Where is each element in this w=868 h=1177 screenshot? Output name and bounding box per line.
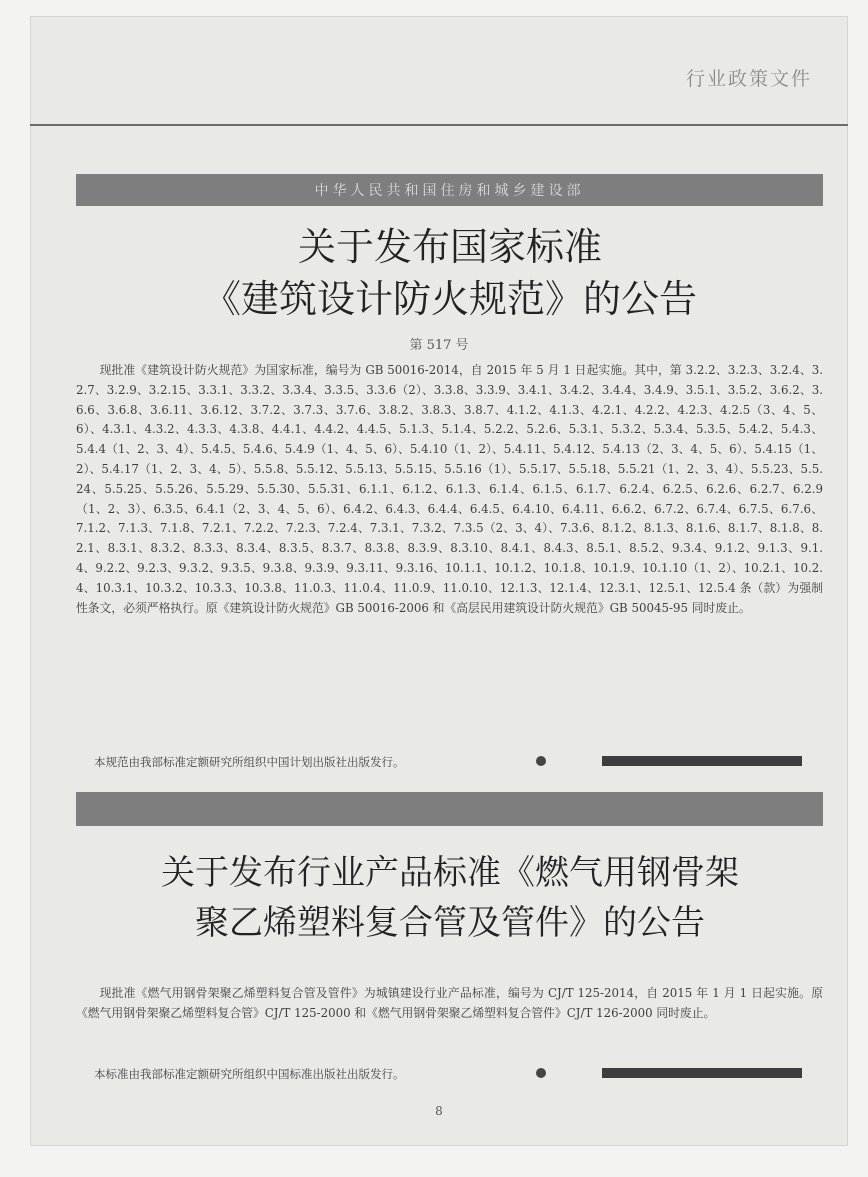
end-mark-icon: [536, 1068, 546, 1078]
section-header: 行业政策文件: [685, 68, 812, 90]
header-rule: [30, 124, 848, 126]
notice2-body: [76, 984, 823, 1044]
end-bar: [602, 1068, 802, 1078]
document-page: [30, 16, 848, 1146]
notice2-body-text: 现批准《燃气用钢骨架聚乙烯塑料复合管及管件》为城镇建设行业产品标准，编号为 CJ/T 125-2014，自 2015 年 1 月 1 日起实施。原《燃气用钢骨架聚乙烯塑料复合管》CJ/T 125-2000 和《燃气用钢骨架聚乙烯塑料复合管件》CJ/T 126-2000 同时废止。: [76, 986, 823, 1020]
notice1-closing: 本规范由我部标准定额研究所组织中国计划出版社出版发行。: [94, 755, 405, 769]
end-bar: [602, 756, 802, 766]
notice2-closing: 本标准由我部标准定额研究所组织中国标准出版社出版发行。: [94, 1067, 405, 1081]
issuer-band: 中华人民共和国住房和城乡建设部: [76, 174, 823, 206]
page-number: 8: [435, 1104, 443, 1118]
end-mark-icon: [536, 756, 546, 766]
notice1-title-line2: 《建筑设计防火规范》的公告: [202, 277, 697, 321]
notice2-title-line1: 关于发布行业产品标准《燃气用钢骨架: [161, 853, 739, 893]
notice1-body: [76, 361, 823, 751]
notice1-body-text: 现批准《建筑设计防火规范》为国家标准，编号为 GB 50016-2014，自 2015 年 5 月 1 日起实施。其中，第 3.2.2、3.2.3、3.2.4、3.2.7、3.2.9、3.2.15、3.3.1、3.3.2、3.3.4、3.3.5、3.3.6（2）、3.3.8、3.3.9、3.4.1、3.4.2、3.4.4、3.4.9、3.5.1、3.5.2、3.6.2、3.6.6、3.6.8、3.6.11、3.6.12、3.7.2、3.7.3、3.7.6、3.8.2、3.8.3、3.8.7、4.1.2、4.1.3、4.2.1、4.2.2、4.2.3、4.2.5（3、4、5、6）、4.3.1、4.3.2、4.3.3、4.3.8、4.4.1、4.4.2、4.4.5、5.1.3、5.1.4、5.2.2、5.2.6、5.3.1、5.3.2、5.3.4、5.3.5、5.4.2、5.4.3、5.4.4（1、2、3、4）、5.4.5、5.4.6、5.4.9（1、4、5、6）、5.4.10（1、2）、5.4.11、5.4.12、5.4.13（2、3、4、5、6）、5.4.15（1、2）、5.4.17（1、2、3、4、5）、5.5.8、5.5.12、5.5.13、5.5.15、5.5.16（1）、5.5.17、5.5.18、5.5.21（1、2、3、4）、5.5.23、5.5.24、5.5.25、5.5.26、5.5.29、5.5.30、5.5.31、6.1.1、6.1.2、6.1.3、6.1.4、6.1.5、6.1.7、6.2.4、6.2.5、6.2.6、6.2.7、6.2.9（1、2、3）、6.3.5、6.4.1（2、3、4、5、6）、6.4.2、6.4.3、6.4.4、6.4.5、6.4.10、6.4.11、6.6.2、6.7.2、6.7.4、6.7.5、6.7.6、7.1.2、7.1.3、7.1.8、7.2.1、7.2.2、7.2.3、7.2.4、7.3.1、7.3.2、7.3.5（2、3、4）、7.3.6、8.1.2、8.1.3、8.1.6、8.1.7、8.1.8、8.2.1、8.3.1、8.3.2、8.3.3、8.3.4、8.3.5、8.3.7、8.3.8、8.3.9、8.3.10、8.4.1、8.4.3、8.5.1、8.5.2、9.3.4、9.1.2、9.1.3、9.1.4、9.2.2、9.2.3、9.3.2、9.3.5、9.3.8、9.3.9、9.3.11、9.3.16、10.1.1、10.1.2、10.1.8、10.1.9、10.1.10（1、2）、10.2.1、10.2.4、10.3.1、10.3.2、10.3.3、10.3.8、11.0.3、11.0.4、11.0.9、11.0.10、12.1.3、12.1.4、12.3.1、12.5.1、12.5.4 条（款）为强制性条文，必须严格执行。原《建筑设计防火规范》GB 50016-2006 和《高层民用建筑设计防火规范》GB 50045-95 同时废止。: [76, 363, 823, 615]
notice2-band: [76, 792, 823, 826]
notice2-title-line2: 聚乙烯塑料复合管及管件》的公告: [195, 903, 705, 943]
notice1-number: 第 517 号: [409, 338, 469, 353]
notice1-title-line1: 关于发布国家标准: [297, 225, 602, 269]
